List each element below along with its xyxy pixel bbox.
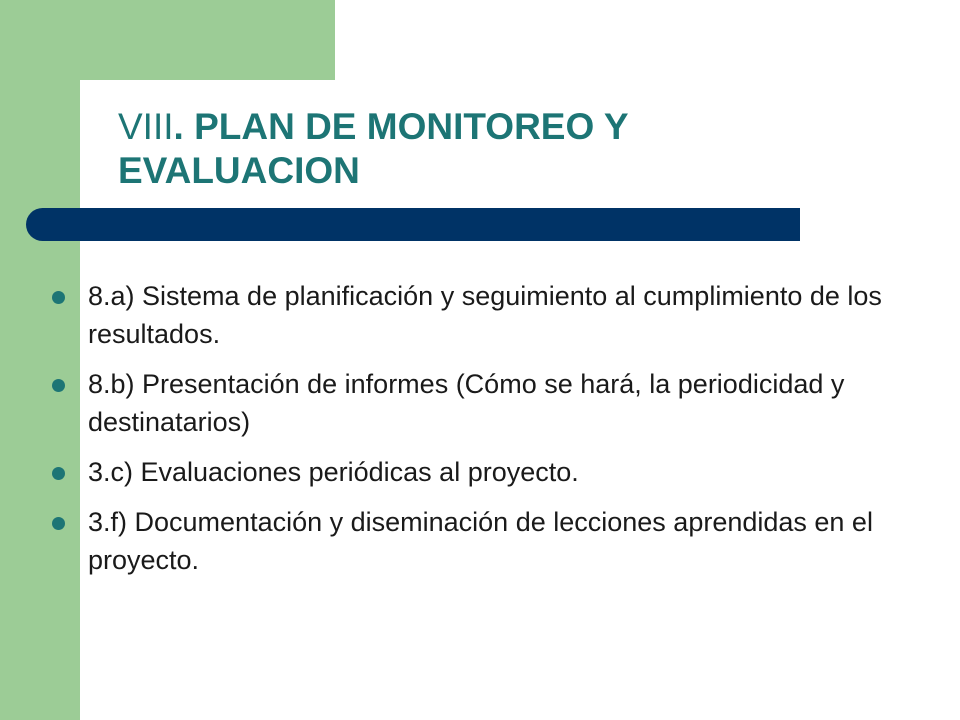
top-green-block (80, 0, 335, 80)
list-item (48, 453, 908, 491)
list-item (48, 503, 908, 579)
bullet-dot-icon (52, 467, 65, 480)
bullet-text: 8.a) Sistema de planificación y seguimiento al cumplimiento de los resultados. (88, 281, 882, 349)
bullet-dot-icon (52, 379, 65, 392)
title-roman-numeral: VIII (118, 106, 174, 147)
bullet-dot-icon (52, 291, 65, 304)
title-text: . PLAN DE MONITOREO Y EVALUACION (118, 106, 628, 191)
bullet-dot-icon (52, 517, 65, 530)
bullet-text: 8.b) Presentación de informes (Cómo se hará, la periodicidad y destinatarios) (88, 369, 845, 437)
title-underline-bar (26, 208, 800, 241)
list-item (48, 365, 908, 441)
list-item (48, 277, 908, 353)
slide-title (118, 105, 818, 193)
bullet-list (48, 277, 908, 591)
bullet-text: 3.f) Documentación y diseminación de lecciones aprendidas en el proyecto. (88, 507, 873, 575)
bullet-text: 3.c) Evaluaciones periódicas al proyecto. (88, 457, 579, 487)
